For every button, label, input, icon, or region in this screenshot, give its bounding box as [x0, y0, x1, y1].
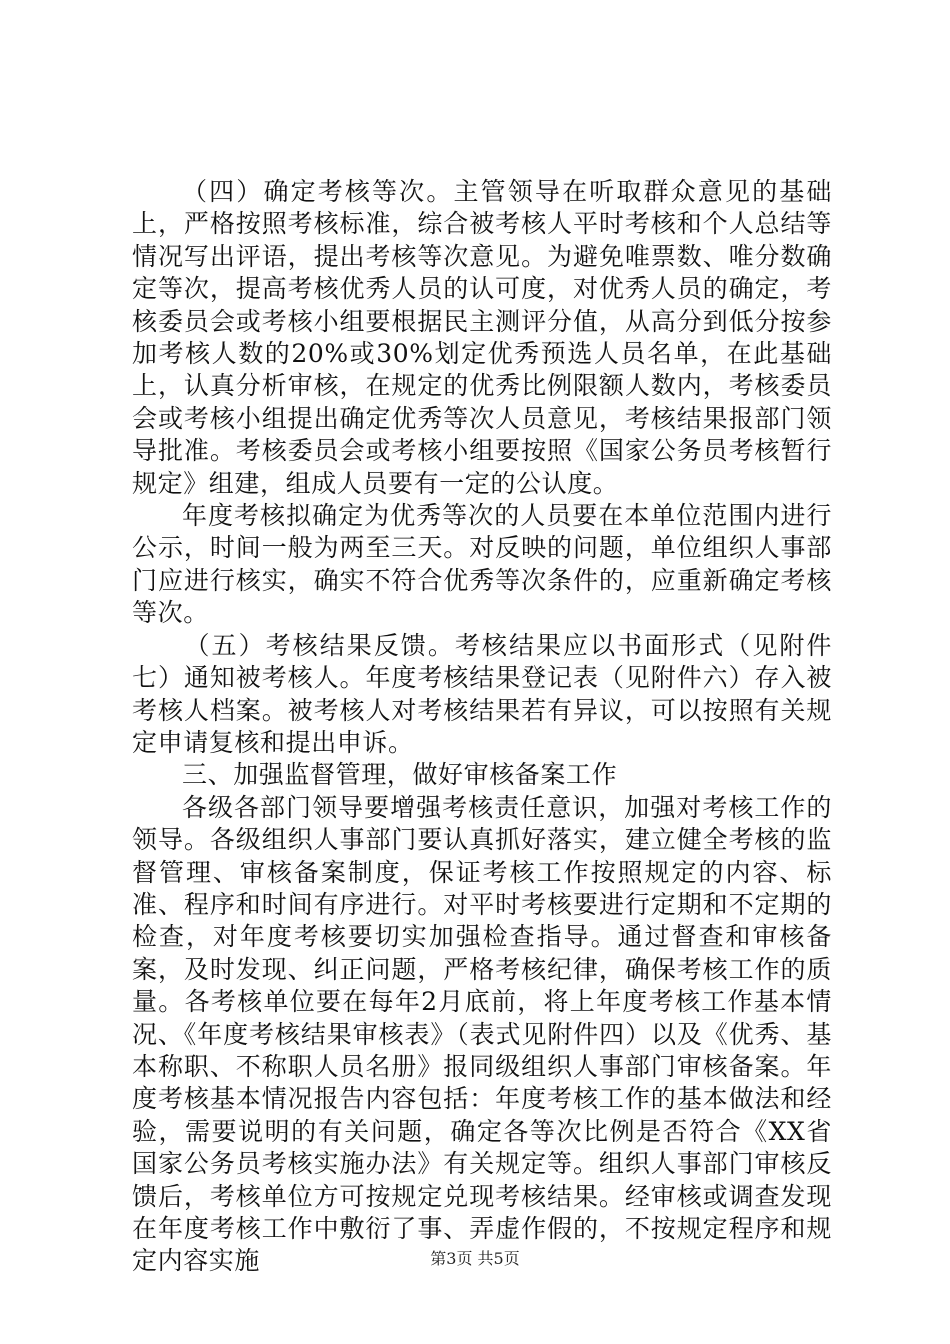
- document-body: [132, 176, 832, 1278]
- paragraph-result-feedback: （五）考核结果反馈。考核结果应以书面形式（见附件七）通知被考核人。年度考核结果登记表（见附件六）存入被考核人档案。被考核人对考核结果若有异议，可以按照有关规定申请复核和提出申诉。: [132, 630, 832, 757]
- paragraph-determine-grade: （四）确定考核等次。主管领导在听取群众意见的基础上，严格按照考核标准，综合被考核人平时考核和个人总结等情况写出评语，提出考核等次意见。为避免唯票数、唯分数确定等次，提高考核优秀人员的认可度，对优秀人员的确定，考核委员会或考核小组要根据民主测评分值，从高分到低分按参加考核人数的20%或30%划定优秀预选人员名单，在此基础上，认真分析审核，在规定的优秀比例限额人数内，考核委员会或考核小组提出确定优秀等次人员意见，考核结果报部门领导批准。考核委员会或考核小组要按照《国家公务员考核暂行规定》组建，组成人员要有一定的公认度。: [132, 177, 832, 498]
- paragraph-publicity: 年度考核拟确定为优秀等次的人员要在本单位范围内进行公示，时间一般为两至三天。对反映的问题，单位组织人事部门应进行核实，确实不符合优秀等次条件的，应重新确定考核等次。: [132, 501, 832, 628]
- page-footer: 第3页 共5页: [430, 1249, 520, 1268]
- section-heading-supervision: 三、加强监督管理，做好审核备案工作: [182, 760, 618, 790]
- paragraph-supervision: 各级各部门领导要增强考核责任意识，加强对考核工作的领导。各级组织人事部门要认真抓好落实，建立健全考核的监督管理、审核备案制度，保证考核工作按照规定的内容、标准、程序和时间有序进行。对平时考核要进行定期和不定期的检查，对年度考核要切实加强检查指导。通过督查和审核备案，及时发现、纠正问题，严格考核纪律，确保考核工作的质量。各考核单位要在每年2月底前，将上年度考核工作基本情况、《年度考核结果审核表》（表式见附件四）以及《优秀、基本称职、不称职人员名册》报同级组织人事部门审核备案。年度考核基本情况报告内容包括：年度考核工作的基本做法和经验，需要说明的有关问题，确定各等次比例是否符合《XX省国家公务员考核实施办法》有关规定等。组织人事部门审核反馈后，考核单位方可按规定兑现考核结果。经审核或调查发现在年度考核工作中敷衍了事、弄虚作假的，不按规定程序和规定内容实施: [132, 792, 832, 1276]
